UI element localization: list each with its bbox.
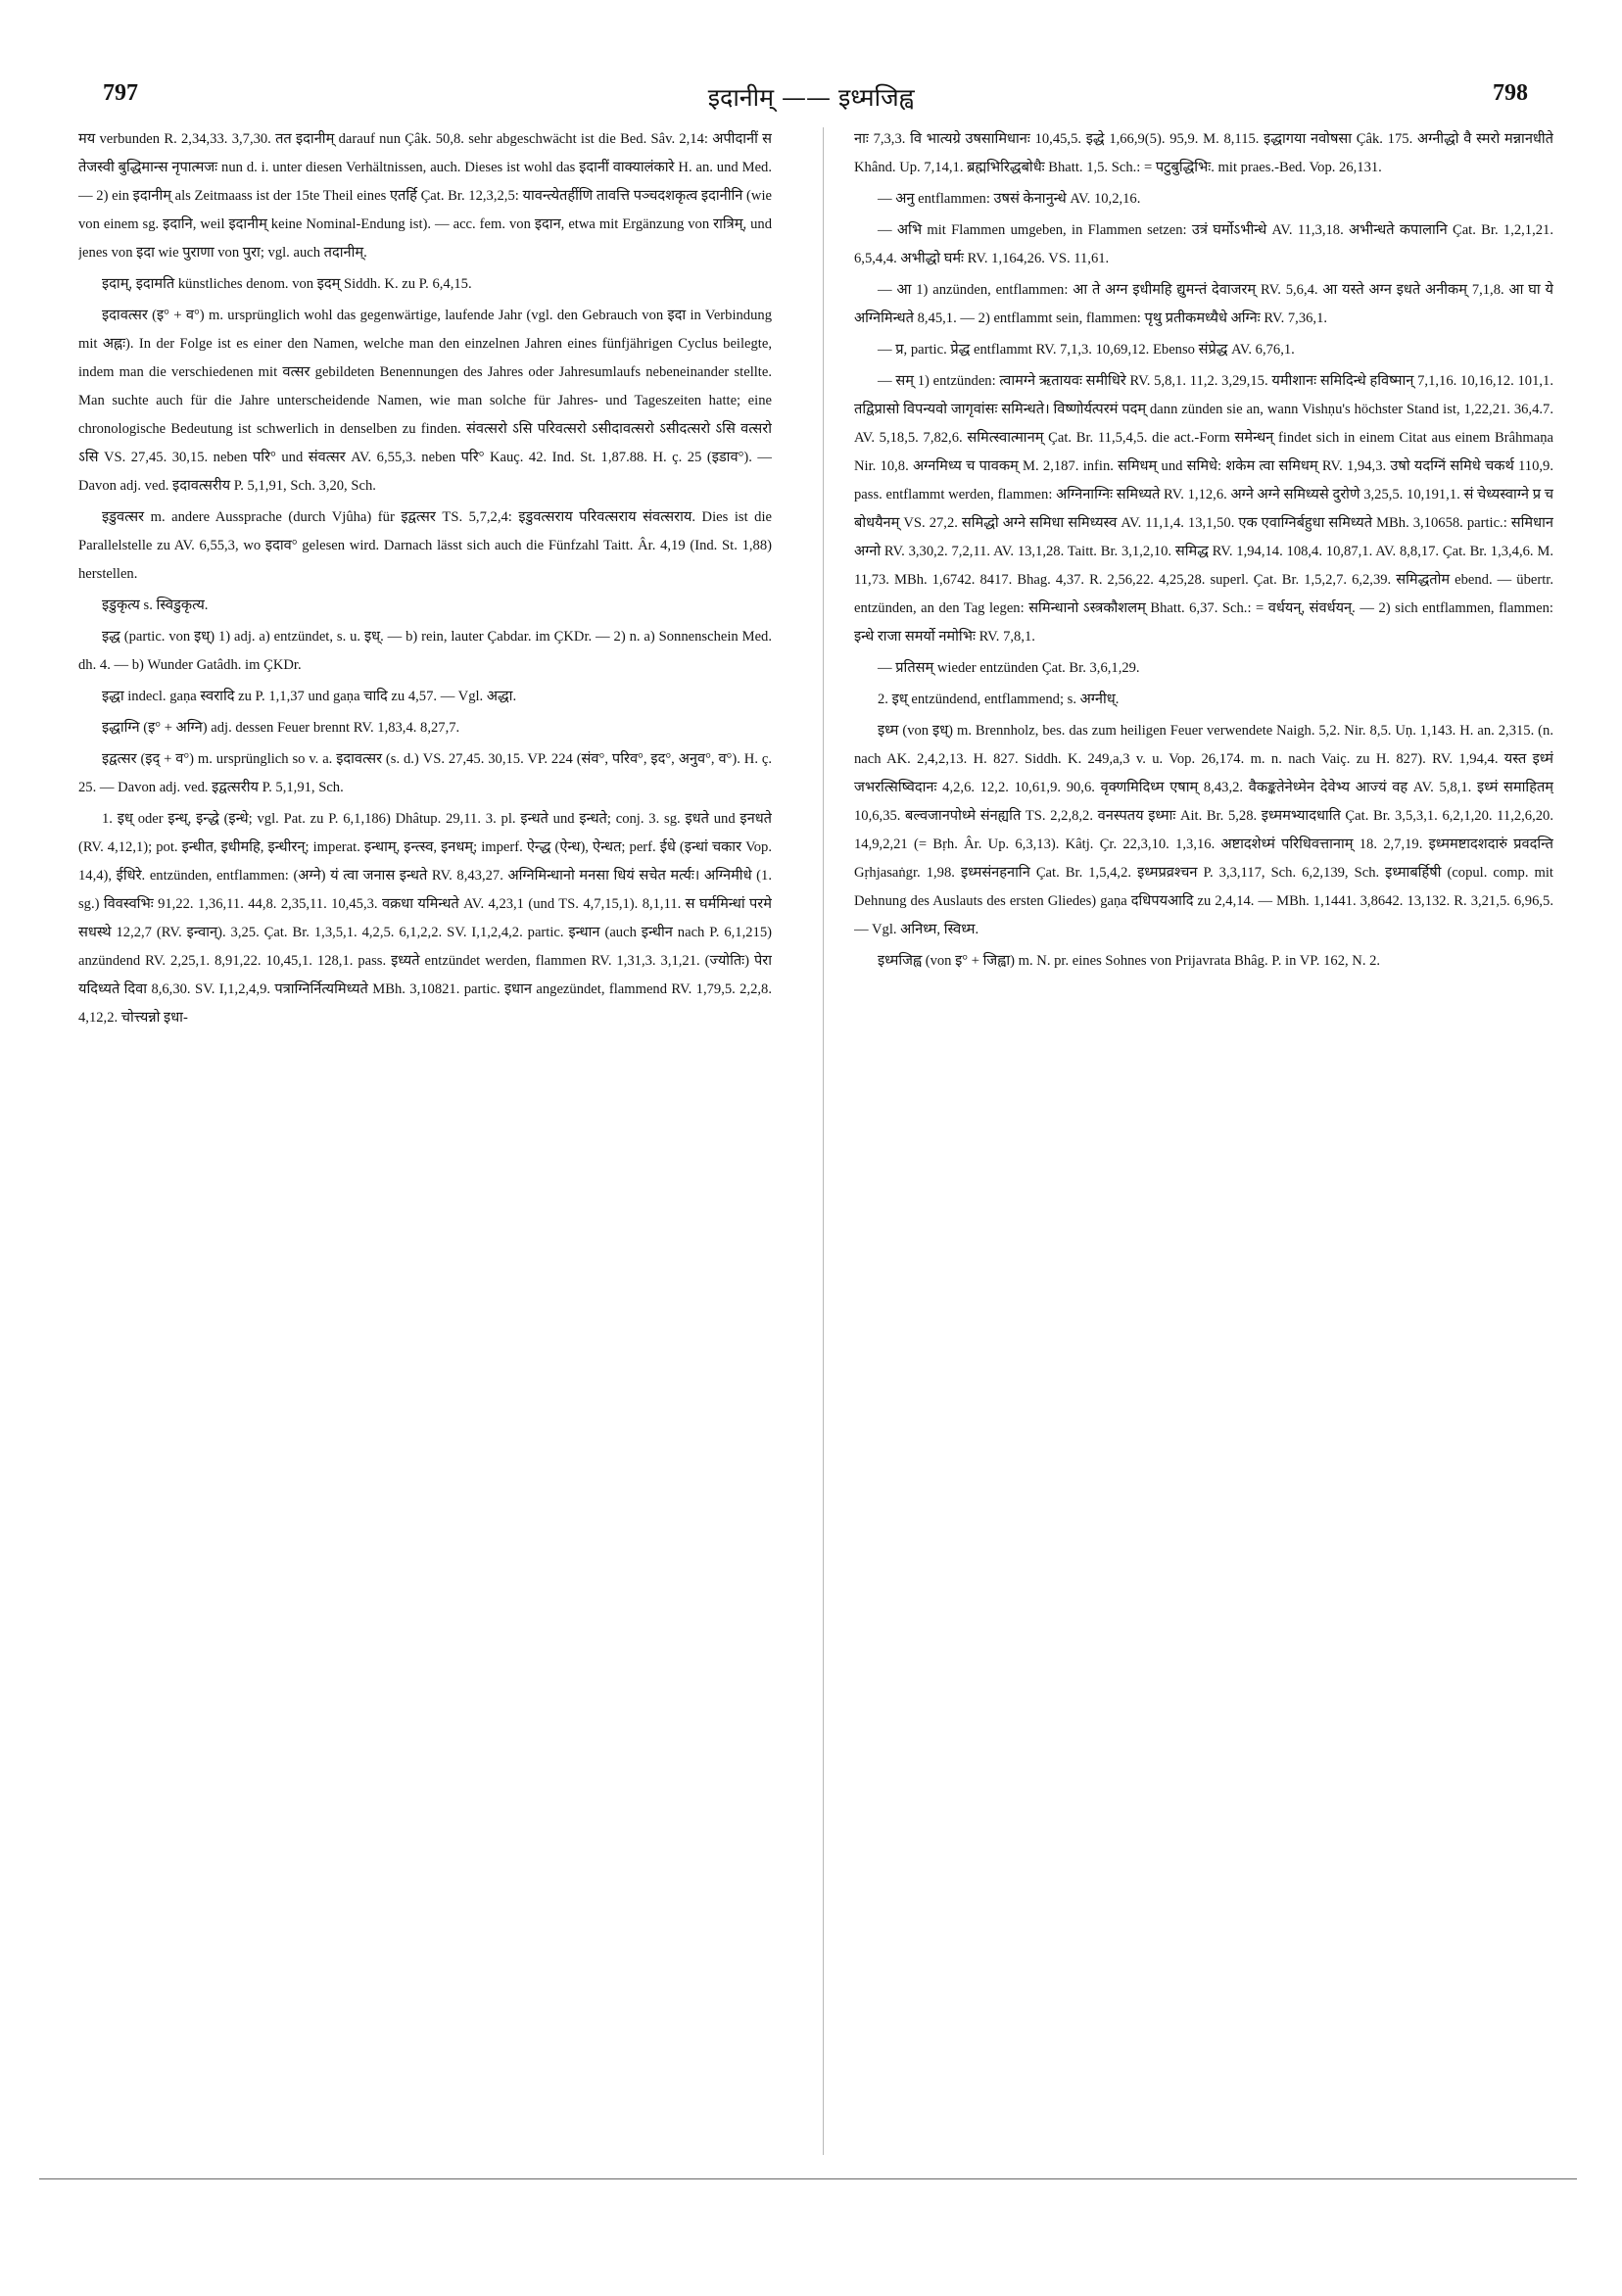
entry-paragraph: — प्रतिसम् wieder entzünden Çat. Br. 3,6,1,29. [878,660,1140,676]
entry-paragraph: इडुवत्सर m. andere Aussprache (durch Vjûha) für इद्वत्सर TS. 5,7,2,4: इडुवत्सराय परिवत्सराय संवत्सराय. Dies ist die Parallelstelle zu AV. 6,55,3, wo इदाव° gelesen wird. Darnach lässt sich auch die Fünfzahl Taitt. Âr. 4,19 (Ind. St. 1,88) herstellen. [78,509,772,582]
left-page-number: 797 [103,80,138,106]
entry-paragraph: — सम् 1) entzünden: त्वामग्ने ऋतायवः समीधिरे RV. 5,8,1. 11,2. 3,29,15. यमीशानः समिदिन्धे हविष्मान् 7,1,16. 10,16,12. 101,1. तद्विप्रासो विपन्यवो जागृवांसः समिन्धते। विष्णोर्यत्परमं पदम् dann zünden sie an, wann Vishṇu's höchster Stand ist, 1,22,21. 36,4.7. AV. 5,18,5. 7,82,6. समित्स्वात्मानम् Çat. Br. 11,5,4,5. die act.-Form समेन्धन् findet sich in einem Citat aus einem Brâhmaṇa Nir. 10,8. अग्नमिध्य च पावकम् M. 2,187. infin. समिधम् und समिधे: शकेम त्वा समिधम् RV. 1,94,3. उषो यदग्निं समिधे चकर्थ 110,9. pass. entflammt werden, flammen: अग्निनाग्निः समिध्यते RV. 1,12,6. अग्ने अग्ने समिध्यसे दुरोणे 3,25,5. 10,191,1. सं चेध्यस्वाग्ने प्र च बोधयैनम् VS. 27,2. समिद्धो अग्ने समिधा समिध्यस्व AV. 11,1,4. 13,1,50. एक एवाग्निर्बहुधा समिध्यते MBh. 3,10658. partic.: समिधान अग्नो RV. 3,30,2. 7,2,11. AV. 13,1,28. Taitt. Br. 3,1,2,10. समिद्ध RV. 1,94,14. 108,4. 10,87,1. AV. 8,8,17. Çat. Br. 1,3,4,6. M. 11,73. MBh. 1,6742. 8417. Bhag. 4,37. R. 2,56,22. 4,25,28. superl. Çat. Br. 1,5,2,7. 6,2,39. समिद्धतोम ebend. — übertr. entzünden, an den Tag legen: समिन्धानो ऽस्त्रकौशलम् Bhatt. 6,37. Sch.: = वर्धयन्, संवर्धयन्. — 2) sich entflammen, flammen: इन्धे राजा समर्यो नमोभिः RV. 7,8,1. [854,373,1553,645]
running-headwords: इदानीम् —— इध्मजिह्व [707,83,915,112]
entry-paragraph: 1. इध् oder इन्ध्, इन्द्धे (इन्धे; vgl. Pat. zu P. 6,1,186) Dhâtup. 29,11. 3. pl. इन्धते und इन्धते; conj. 3. sg. इधते und इनधते (RV. 4,12,1); pot. इन्धीत, इधीमहि, इन्धीरन्; imperat. इन्धाम्, इन्त्स्व, इनधम्; imperf. ऐन्द्ध (ऐन्ध), ऐन्धत; perf. ईधे (इन्धां चकार Vop. 14,4), ईधिरे. entzünden, entflammen: (अग्ने) यं त्वा जनास इन्धते RV. 8,43,27. अग्निमिन्धानो मनसा धियं सचेत मर्त्यः। अग्निमीधे (1. sg.) विवस्वभिः 91,22. 1,36,11. 44,8. 2,35,11. 10,45,3. वक्रधा यमिन्धते AV. 4,23,1 (und TS. 4,7,15,1). 8,1,11. स घर्ममिन्धां परमे सधस्थे 12,2,7 (RV. इन्वान्). 3,25. Çat. Br. 1,3,5,1. 4,2,5. 6,1,2,2. SV. I,1,2,4,2. partic. इन्धान (auch इन्धीन nach P. 6,1,215) anzündend RV. 2,25,1. 8,91,22. 10,45,1. 128,1. pass. इध्यते entzündet werden, flammen RV. 1,31,3. 3,1,21. (ज्योतिः) पेरा यदिध्यते दिवा 8,6,30. SV. I,1,2,4,9. पत्राग्निर्नित्यमिध्यते MBh. 3,10821. partic. इधान angezündet, flammend RV. 1,79,5. 2,2,8. 4,12,2. चोत्त्यन्नो इधा- [78,811,772,1026]
entry-paragraph: — आ 1) anzünden, entflammen: आ ते अग्न इधीमहि द्युमन्तं देवाजरम् RV. 5,6,4. आ यस्ते अग्न इधते अनीकम् 7,1,8. आ घा ये अग्निमिन्धते 8,45,1. — 2) entflammt sein, flammen: पृथु प्रतीकमध्यैधे अग्निः RV. 7,36,1. [854,282,1553,326]
entry-paragraph: इदाम्, इदामति künstliches denom. von इदम् Siddh. K. zu P. 6,4,15. [102,276,472,292]
right-column [854,125,1553,2163]
entry-paragraph: इद्धाग्नि (इ° + अग्नि) adj. dessen Feuer brennt RV. 1,83,4. 8,27,7. [102,720,460,736]
entry-paragraph: — अनु entflammen: उषसं केनानुन्धे AV. 10,2,16. [878,191,1141,207]
page-header [0,80,1622,120]
entry-paragraph: इडुकृत्य s. स्विडुकृत्य. [102,598,209,613]
entry-paragraph: — अभि mit Flammen umgeben, in Flammen setzen: उत्रं घर्मोऽभीन्धे AV. 11,3,18. अभीन्धते कपालानि Çat. Br. 1,2,1,21. 6,5,4,4. अभीद्धो घर्मः RV. 1,164,26. VS. 11,61. [854,222,1553,266]
entry-paragraph: इद्वत्सर (इद् + व°) m. ursprünglich so v. a. इदावत्सर (s. d.) VS. 27,45. 30,15. VP. 224 (संव°, परिव°, इद°, अनुव°, व°). H. ç. 25. — Davon adj. ved. इद्वत्सरीय P. 5,1,91, Sch. [78,751,772,795]
footer-rule [39,2178,1577,2179]
entry-paragraph: — प्र, partic. प्रेद्ध entflammt RV. 7,1,3. 10,69,12. Ebenso संप्रेद्ध AV. 6,76,1. [878,342,1295,358]
entry-paragraph: 2. इध् entzündend, entflammend; s. अग्नीध्. [878,692,1120,707]
entry-paragraph: इध्मजिह्व (von इ° + जिह्वा) m. N. pr. eines Sohnes von Prijavrata Bhâg. P. in VP. 162, N. 2. [878,953,1381,969]
entry-paragraph: नाः 7,3,3. वि भात्यग्रे उषसामिधानः 10,45,5. इद्धे 1,66,9(5). 95,9. M. 8,115. इद्धागया नवोषसा Çâk. 175. अग्नीद्धो वै स्मरो मन्नानधीते Khând. Up. 7,14,1. ब्रह्मभिरिद्धबोधैः Bhatt. 1,5. Sch.: = पटुबुद्धिभिः. mit praes.-Bed. Vop. 26,131. [854,131,1553,175]
entry-paragraph: इध्म (von इध्) m. Brennholz, bes. das zum heiligen Feuer verwendete Naigh. 5,2. Nir. 8,5. Uṇ. 1,143. H. an. 2,315. (n. nach AK. 2,4,2,13. H. 827. Siddh. K. 249,a,3 v. u. Vop. 26,174. m. n. nach Vaiç. zu H. 827). RV. 1,94,4. यस्त इध्मं जभरत्सिष्विदानः 4,2,6. 12,2. 10,61,9. 90,6. वृक्णमिदिध्म एषाम् 8,43,2. वैकङ्कतेनेध्मेन देवेभ्य आज्यं वह AV. 5,8,1. इध्मं समाहितम् 10,6,35. बल्वजानपोध्मे संनह्यति TS. 2,2,8,2. वनस्पतय इध्माः Ait. Br. 5,28. इध्ममभ्यादधाति Çat. Br. 3,5,3,1. 6,2,1,20. 11,2,6,20. 14,9,2,21 (= Bṛh. Âr. Up. 6,3,13). Kâtj. Çr. 22,3,10. 1,3,16. अष्टादशेध्मं परिधिवत्तानाम् 18. 2,7,19. इध्ममष्टादशदारुं प्रवदन्ति Gṛhjasaṅgr. 1,98. इध्मसंनहनानि Çat. Br. 1,5,4,2. इध्मप्रव्रश्चन P. 3,3,117, Sch. 6,2,139, Sch. इध्माबर्हिषी (copul. comp. mit Dehnung des Auslauts des ersten Gliedes) gaṇa दधिपयआदि zu 2,4,14. — MBh. 1,1441. 3,8642. 13,132. R. 3,21,5. 6,96,5. — Vgl. अनिध्म, स्विध्म. [854,723,1553,937]
left-column [78,125,772,2163]
column-divider [823,127,824,2155]
entry-paragraph: इद्धा indecl. gaṇa स्वरादि zu P. 1,1,37 und gaṇa चादि zu 4,57. — Vgl. अद्धा. [102,689,517,704]
entry-paragraph: मय verbunden R. 2,34,33. 3,7,30. तत इदानीम् darauf nun Çâk. 50,8. sehr abgeschwächt ist die Bed. Sâv. 2,14: अपीदानीं स तेजस्वी बुद्धिमान्स नृपात्मजः nun d. i. unter diesen Verhältnissen, auch. Dieses ist wohl das इदानीं वाक्यालंकारे H. an. und Med. — 2) ein इदानीम् als Zeitmaass ist der 15te Theil eines एतर्हि Çat. Br. 12,3,2,5: यावन्त्येतर्हीणि तावत्ति पञ्चदशकृत्व इदानीनि (wie von einem sg. इदानि, weil इदानीम् keine Nominal-Endung ist). — acc. fem. von इदान, etwa mit Ergänzung von रात्रिम्, und jenes von इदा wie पुराणा von पुरा; vgl. auch तदानीम्. [78,131,772,261]
entry-paragraph: इदावत्सर (इ° + व°) m. ursprünglich wohl das gegenwärtige, laufende Jahr (vgl. den Gebrauch von इदा in Verbindung mit अह्नः). In der Folge ist es einer den Namen, welche man den einzelnen Jahren eines fünfjährigen Cyclus beilegte, indem man die verschiedenen mit वत्सर gebildeten Benennungen des Jahres oder Jahresumlaufs nebeneinander stellte. Man suchte auch für die Jahre unterscheidende Namen, wie man solche für Jahres- und Tageszeiten hatte; eine chronologische Bedeutung ist schwerlich in denselben zu finden. संवत्सरो ऽसि परिवत्सरो ऽसीदावत्सरो ऽसीदत्सरो ऽसि वत्सरो ऽसि VS. 27,45. 30,15. neben परि° und संवत्सर AV. 6,55,3. neben परि° Kauç. 42. Ind. St. 1,87.88. H. ç. 25 (इडाव°). — Davon adj. ved. इदावत्सरीय P. 5,1,91, Sch. 3,20, Sch. [78,308,772,494]
right-page-number: 798 [1493,80,1528,106]
entry-paragraph: इद्ध (partic. von इध्) 1) adj. a) entzündet, s. u. इध्. — b) rein, lauter Çabdar. im ÇKDr. — 2) n. a) Sonnenschein Med. dh. 4. — b) Wunder Gatâdh. im ÇKDr. [78,629,772,673]
